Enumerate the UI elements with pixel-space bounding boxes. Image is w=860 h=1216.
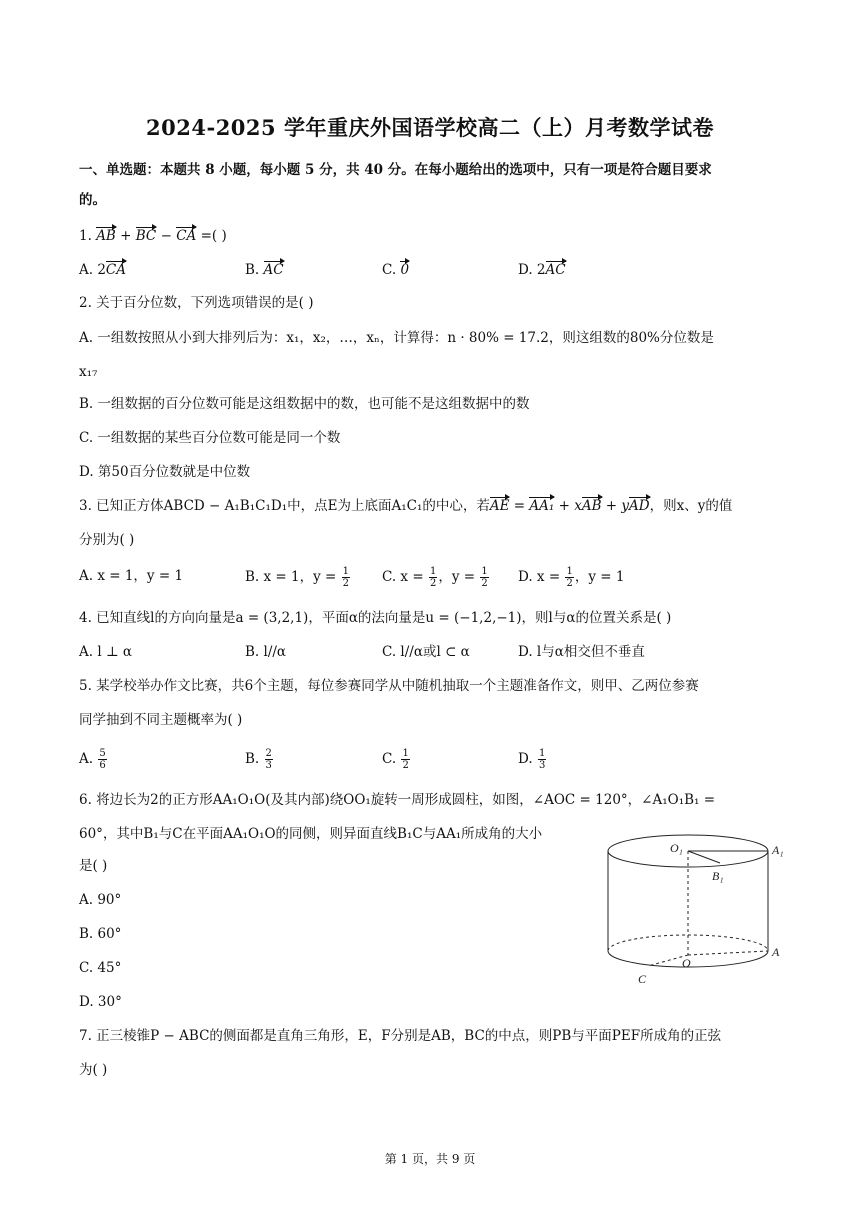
q6-option-b: B. 60° bbox=[79, 926, 122, 942]
q2-option-c: C. 一组数据的某些百分位数可能是同一个数 bbox=[79, 430, 341, 446]
q6-option-c: C. 45° bbox=[79, 960, 122, 976]
q4-stem: 4. 已知直线l的方向向量是a = (3,2,1)，平面α的法向量是u = (−1,2,−1)，则l与α的位置关系是( ) bbox=[79, 610, 672, 626]
q1-stem: 1. AB + BC − CA =( ) bbox=[79, 228, 227, 244]
q1-option-c: C. 0 bbox=[382, 262, 410, 278]
q1-option-b: B. AC bbox=[245, 262, 284, 278]
label-a1: A₁ bbox=[772, 843, 784, 857]
q6-option-a: A. 90° bbox=[79, 892, 122, 908]
q5-option-b: B. $\frac{2}{3}$ bbox=[245, 748, 272, 771]
q4-option-c: C. l//α或l ⊂ α bbox=[382, 644, 470, 660]
q1-option-a: A. 2CA bbox=[79, 262, 127, 278]
q4-option-b: B. l//α bbox=[245, 644, 287, 660]
q7-stem: 7. 正三棱锥P − ABC的侧面都是直角三角形，E，F分别是AB，BC的中点，则PB与平面PEF所成角的正弦 bbox=[79, 1028, 722, 1044]
q6-stem-cont2: 是( ) bbox=[79, 858, 108, 874]
q1-option-d: D. 2AC bbox=[518, 262, 566, 278]
q5-option-d: D. $\frac{1}{3}$ bbox=[518, 748, 546, 771]
section-heading: 一、单选题：本题共 8 小题，每小题 5 分，共 40 分。在每小题给出的选项中，只有一项是符合题目要求 bbox=[79, 162, 712, 178]
q3-option-d: D. x = $\frac{1}{2}$ ，y = 1 bbox=[518, 566, 625, 589]
q5-stem-cont: 同学抽到不同主题概率为( ) bbox=[79, 712, 243, 728]
q6-stem: 6. 将边长为2的正方形AA₁O₁O(及其内部)绕OO₁旋转一周形成圆柱，如图，∠AOC = 120°，∠A₁O₁B₁ = bbox=[79, 792, 716, 808]
q3-stem: 3. 已知正方体ABCD − A₁B₁C₁D₁中，点E为上底面A₁C₁的中心，若AE = AA₁ + xAB + yAD，则x、y的值 bbox=[79, 498, 733, 514]
label-c: C bbox=[638, 972, 647, 986]
page-footer: 第 1 页，共 9 页 bbox=[384, 1152, 476, 1166]
section-heading-cont: 的。 bbox=[79, 192, 106, 208]
q5-option-c: C. $\frac{1}{2}$ bbox=[382, 748, 409, 771]
q6-stem-cont1: 60°，其中B₁与C在平面AA₁O₁O的同侧，则异面直线B₁C与AA₁所成角的大小 bbox=[79, 826, 543, 842]
q4-option-a: A. l ⊥ α bbox=[79, 644, 133, 660]
q3-option-c: C. x = $\frac{1}{2}$ ，y = $\frac{1}{2}$ bbox=[382, 566, 488, 589]
q2-option-a-cont: x₁₇ bbox=[79, 364, 98, 380]
q2-option-b: B. 一组数据的百分位数可能是这组数据中的数，也可能不是这组数据中的数 bbox=[79, 396, 530, 412]
q1-number: 1. bbox=[79, 228, 92, 244]
q1-stem-tail: =( ) bbox=[200, 228, 227, 244]
label-o1: O₁ bbox=[670, 841, 683, 855]
q3-option-b: B. x = 1，y = $\frac{1}{2}$ bbox=[245, 566, 350, 589]
q5-option-a: A. $\frac{5}{6}$ bbox=[79, 748, 106, 771]
q3-stem-cont: 分别为( ) bbox=[79, 532, 135, 548]
q2-option-a: A. 一组数按照从小到大排列后为：x₁，x₂，…，xₙ，计算得：n · 80% = 17.2，则这组数的80%分位数是 bbox=[79, 330, 714, 346]
label-a: A bbox=[772, 945, 780, 959]
q5-stem: 5. 某学校举办作文比赛，共6个主题，每位参赛同学从中随机抽取一个主题准备作文，则甲、乙两位参赛 bbox=[79, 678, 699, 694]
q4-option-d: D. l与α相交但不垂直 bbox=[518, 644, 645, 660]
q3-option-a: A. x = 1，y = 1 bbox=[79, 568, 184, 584]
q7-stem-cont: 为( ) bbox=[79, 1062, 108, 1078]
q2-option-d: D. 第50百分位数就是中位数 bbox=[79, 464, 251, 480]
page-title: 2024-2025 学年重庆外国语学校高二（上）月考数学试卷 bbox=[146, 115, 714, 140]
cylinder-figure bbox=[600, 830, 790, 990]
label-o: O bbox=[682, 956, 691, 970]
q6-option-d: D. 30° bbox=[79, 994, 122, 1010]
label-b1: B₁ bbox=[712, 869, 724, 883]
q2-stem: 2. 关于百分位数，下列选项错误的是( ) bbox=[79, 295, 314, 311]
